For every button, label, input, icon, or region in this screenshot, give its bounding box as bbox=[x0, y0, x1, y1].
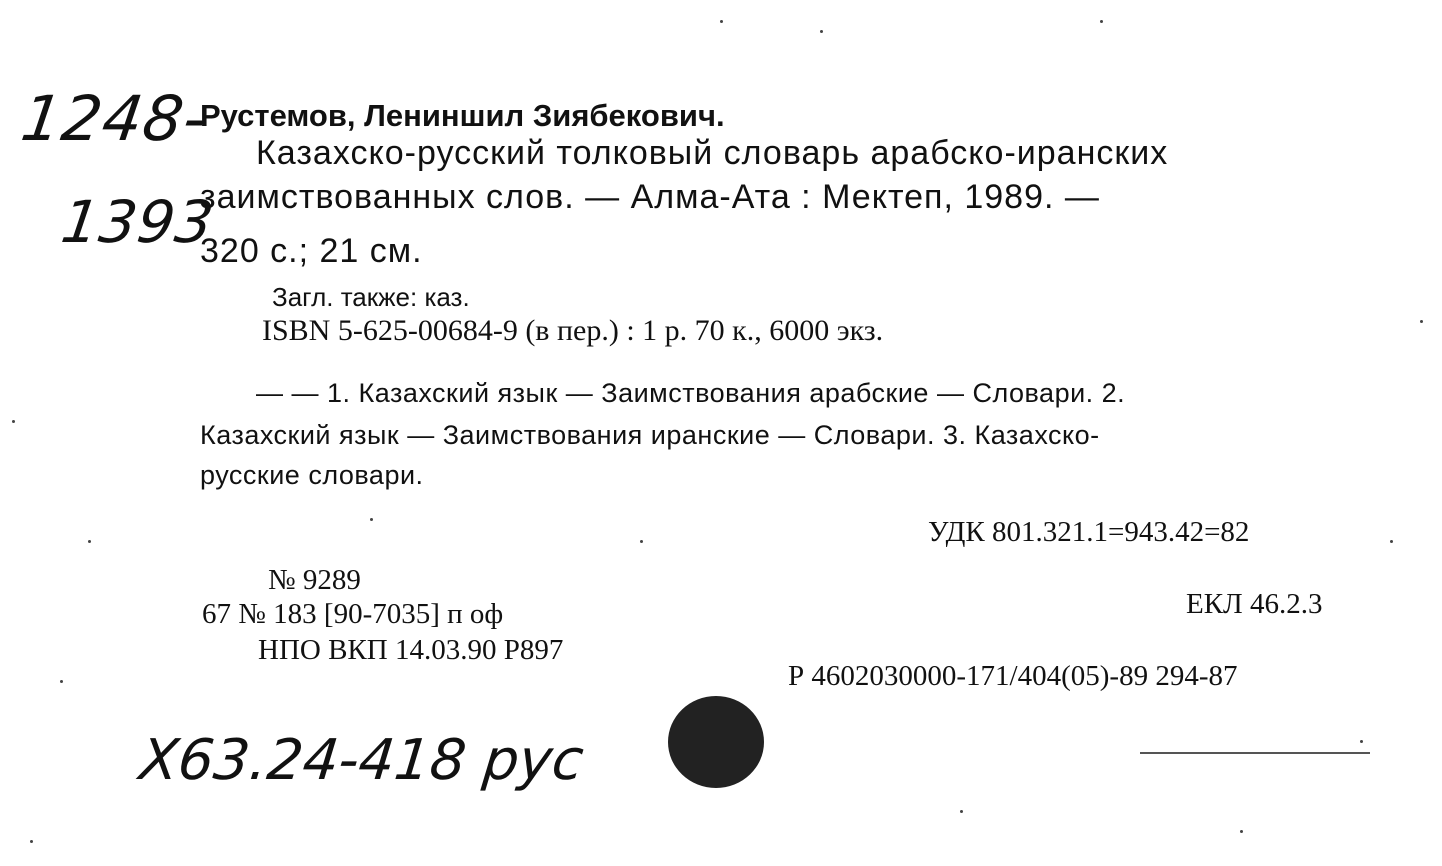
npo-line: НПО ВКП 14.03.90 Р897 bbox=[258, 634, 564, 666]
title-line-3: 320 с.; 21 см. bbox=[200, 232, 423, 270]
ekl-code: ЕКЛ 46.2.3 bbox=[1186, 588, 1323, 620]
subjects-line-3: русские словари. bbox=[200, 460, 424, 490]
handwritten-call-number-bottom: 1393 bbox=[57, 188, 219, 256]
author-heading: Рустемов, Лениншил Зиябекович. bbox=[200, 98, 725, 133]
order-number: 67 № 183 [90-7035] п оф bbox=[202, 598, 504, 630]
note-title-also: Загл. также: каз. bbox=[272, 282, 470, 312]
subjects-line-1: — — 1. Казахский язык — Заимствования арабские — Словари. 2. bbox=[256, 378, 1126, 408]
handwritten-classification: Х63.24-418 рус bbox=[136, 728, 587, 793]
faint-rule bbox=[1140, 752, 1370, 754]
isbn-line: ISBN 5-625-00684-9 (в пер.) : 1 р. 70 к., 6000 экз. bbox=[262, 314, 884, 347]
price-code: Р 4602030000-171/404(05)-89 294-87 bbox=[788, 660, 1238, 692]
title-line-1: Казахско-русский толковый словарь арабско-иранских bbox=[256, 134, 1169, 172]
card-number: № 9289 bbox=[268, 564, 361, 596]
subjects-line-2: Казахский язык — Заимствования иранские — Словари. 3. Казахско- bbox=[200, 420, 1100, 450]
title-line-2: заимствованных слов. — Алма-Ата : Мектеп, 1989. — bbox=[200, 178, 1100, 216]
punch-hole bbox=[668, 696, 764, 788]
handwritten-call-number-top: 1248- bbox=[16, 82, 213, 155]
udk-code: УДК 801.321.1=943.42=82 bbox=[928, 516, 1250, 548]
